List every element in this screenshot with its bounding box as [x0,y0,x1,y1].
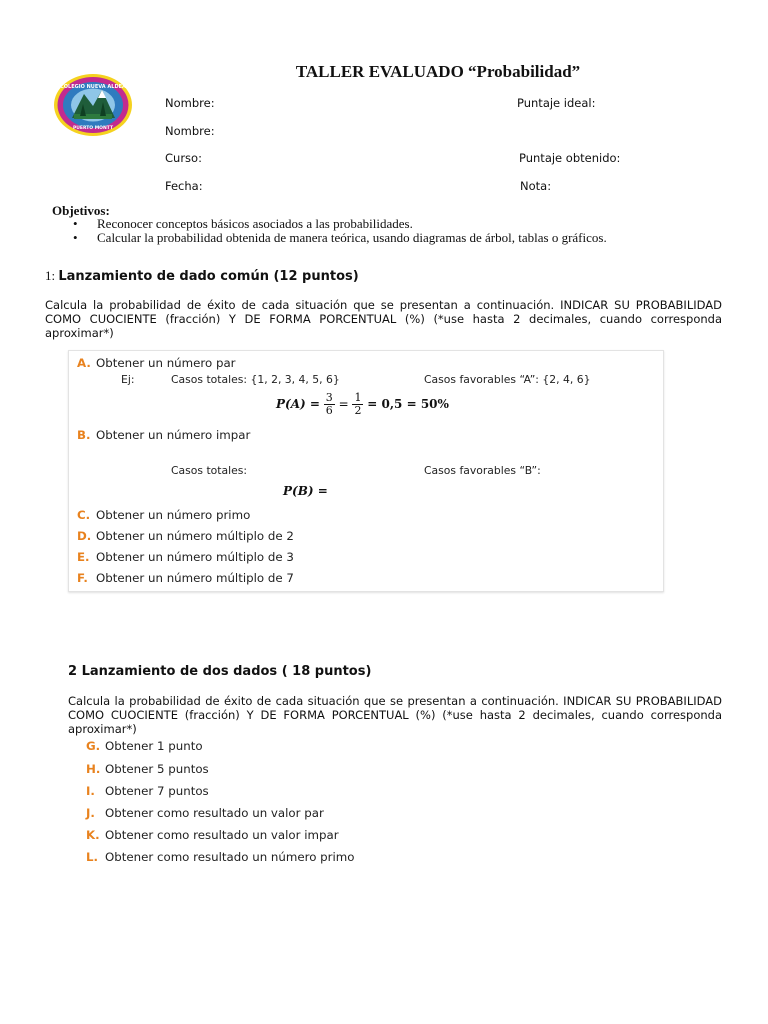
objective-text: Reconocer conceptos básicos asociados a las probabilidades. [97,216,413,231]
option-text: Obtener un número múltiplo de 7 [96,571,294,585]
option-letter: A. [77,356,91,370]
option-i [86,784,209,798]
option-letter: B. [77,428,91,442]
option-letter: K. [86,828,100,842]
option-h [86,762,209,776]
option-text: Obtener un número impar [96,428,251,442]
option-letter: L. [86,850,98,864]
section1-number: 1: [45,268,59,283]
page-title: TALLER EVALUADO “Probabilidad” [295,62,581,81]
option-letter: D. [77,529,92,543]
option-letter: E. [77,550,90,564]
svg-text:PUERTO MONTT: PUERTO MONTT [72,126,114,131]
field-curso: Curso: [165,151,202,165]
option-text: Obtener un número par [96,356,236,370]
option-text: Obtener 5 puntos [105,762,209,776]
field-nombre-1: Nombre: [165,96,215,110]
option-text: Obtener un número primo [96,508,251,522]
section2-instructions: Calcula la probabilidad de éxito de cada situación que se presentan a continuación. INDICAR SU PROBABILIDAD COMO CUOCIENTE (fracción) Y DE FORMA PORCENTUAL (%) (*use hasta 2 decimales, cuando corresponda aproximar*) [68,694,722,736]
option-k [86,828,339,842]
fraction-numerator: 3 [325,391,333,404]
objective-text: Calcular la probabilidad obtenida de manera teórica, usando diagramas de árbol, tablas o gráficos. [97,230,607,245]
option-text: Obtener un número múltiplo de 2 [96,529,294,543]
option-text: Obtener 1 punto [105,739,203,753]
example-label: Ej: [121,373,135,386]
option-d [77,529,294,543]
option-text: Obtener como resultado un valor impar [105,828,339,842]
b-formula: P(B) = [283,484,328,498]
fraction-denominator: 2 [354,404,362,417]
section2-heading: 2 Lanzamiento de dos dados ( 18 puntos) [68,664,372,679]
option-letter: H. [86,762,101,776]
objectives-title: Objetivos: [52,203,110,218]
option-letter: J. [86,806,95,820]
option-text: Obtener como resultado un número primo [105,850,355,864]
bullet-icon: • [73,216,78,231]
option-j [86,806,324,820]
option-letter: F. [77,571,88,585]
example-casos-totales: Casos totales: {1, 2, 3, 4, 5, 6} [171,373,340,386]
option-text: Obtener un número múltiplo de 3 [96,550,294,564]
option-g [86,739,203,753]
option-l [86,850,355,864]
formula-eq: = [338,397,349,411]
option-letter: G. [86,739,101,753]
svg-text:COLEGIO NUEVA ALDEA: COLEGIO NUEVA ALDEA [60,84,126,90]
section1-title: Lanzamiento de dado común (12 puntos) [58,269,359,284]
b-casos-favorables: Casos favorables “B”: [424,464,541,477]
option-e [77,550,294,564]
formula-lhs: P(A) = [276,397,320,411]
option-a [77,356,236,370]
option-text: Obtener 7 puntos [105,784,209,798]
section1-heading [45,268,359,284]
option-letter: I. [86,784,95,798]
field-nombre-2: Nombre: [165,124,215,138]
option-b [77,428,250,442]
b-casos-totales: Casos totales: [171,464,248,477]
example-formula [276,392,449,417]
example-casos-favorables: Casos favorables “A”: {2, 4, 6} [424,373,591,386]
field-puntaje-obtenido: Puntaje obtenido: [519,151,621,165]
bullet-icon: • [73,230,78,245]
field-puntaje-ideal: Puntaje ideal: [517,96,596,110]
fraction-3-6 [324,392,335,417]
section1-instructions: Calcula la probabilidad de éxito de cada situación que se presentan a continuación. INDICAR SU PROBABILIDAD COMO CUOCIENTE (fracción) Y DE FORMA PORCENTUAL (%) (*use hasta 2 decimales, cuando corresponda aproximar*) [45,298,722,340]
field-fecha: Fecha: [165,179,203,193]
option-c [77,508,250,522]
option-text: Obtener como resultado un valor par [105,806,324,820]
fraction-numerator: 1 [354,391,362,404]
option-f [77,571,294,585]
dice-exercise-box [68,350,664,592]
objective-item [73,230,607,246]
field-nota: Nota: [520,179,552,193]
fraction-denominator: 6 [325,404,333,417]
option-letter: C. [77,508,91,522]
fraction-1-2 [352,392,363,417]
formula-rhs: = 0,5 = 50% [367,397,449,411]
